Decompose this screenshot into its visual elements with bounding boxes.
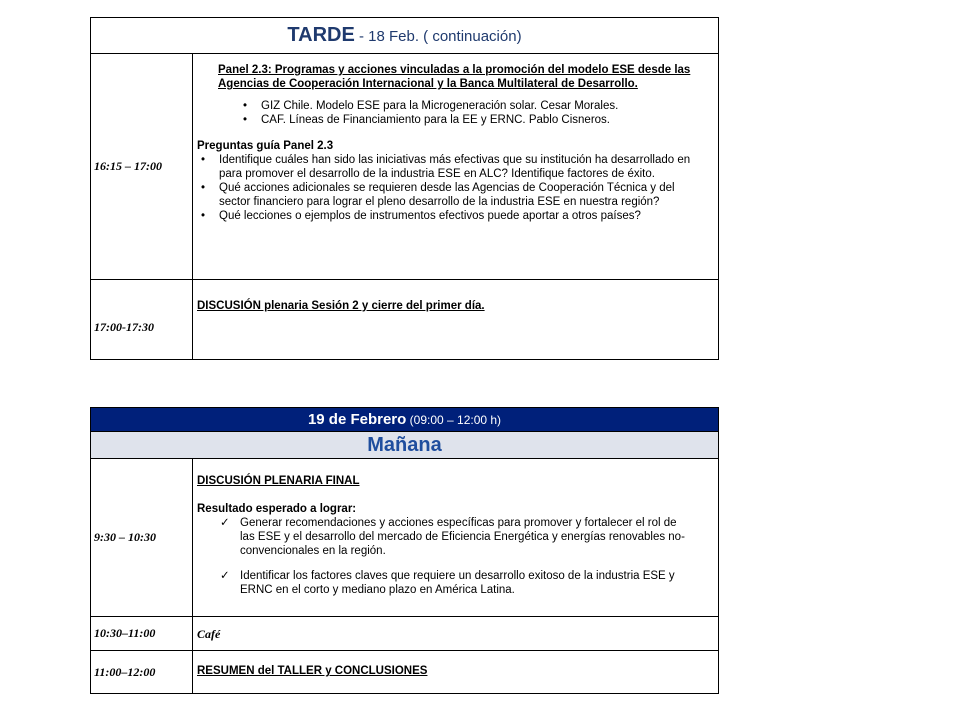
speaker-list [197,99,714,127]
list-item-line: ✓ Identificar los factores claves que requiere un desarrollo exitoso de la industria ESE y [240,570,675,582]
list-item-line: las ESE y el desarrollo del mercado de Eficiencia Energética y energías renovables no- [240,531,685,543]
summary-cell [193,651,719,694]
time-cell: 10:30–11:00 [91,617,193,651]
questions-title: Preguntas guía Panel 2.3 [197,140,334,152]
panel-cell [193,54,719,280]
list-item-line: ERNC en el corto y mediano plazo en América Latina. [240,584,515,596]
list-item-line: convencionales en la región. [240,545,386,557]
panel-title-line: Panel 2.3: Programas y acciones vinculadas a la promoción del modelo ESE desde las [218,64,691,76]
coffee-text: Café [197,626,221,641]
list-item: • GIZ Chile. Modelo ESE para la Microgeneración solar. Cesar Morales. [261,99,714,113]
plenary-title: DISCUSIÓN PLENARIA FINAL [197,475,360,487]
morning-agenda-table [90,407,719,694]
date-header-title: 19 de Febrero [307,410,407,428]
afternoon-header-title: TARDE [287,24,355,46]
list-item-line: • Qué lecciones o ejemplos de instrumentos efectivos puede aportar a otros países? [219,210,641,222]
list-item-line: • Identifique cuáles han sido las iniciativas más efectivas que su institución ha desarrollado en [219,154,691,166]
time-cell: 9:30 – 10:30 [91,459,193,617]
plenary-cell [193,459,719,617]
time-cell: 11:00–12:00 [91,651,193,694]
time-cell: 16:15 – 17:00 [91,54,193,280]
afternoon-agenda-table [90,17,719,360]
list-item: • CAF. Líneas de Financiamiento para la EE y ERNC. Pablo Cisneros. [261,113,714,127]
list-item-line: ✓ Generar recomendaciones y acciones específicas para promover y fortalecer el rol de [240,517,677,529]
objectives-list [197,516,714,597]
discussion-text: DISCUSIÓN plenaria Sesión 2 y cierre del primer día. [197,300,485,312]
questions-list [197,153,714,223]
panel-title [197,63,714,91]
discussion-cell [193,280,719,360]
list-item [219,153,714,181]
list-item [240,569,714,597]
time-cell: 17:00-17:30 [91,280,193,360]
date-header [91,408,719,432]
plenary-subtitle: Resultado esperado a lograr: [197,503,357,515]
summary-text: RESUMEN del TALLER y CONCLUSIONES [197,665,428,677]
morning-subheader: Mañana [91,432,719,459]
list-item-line: sector financiero para lograr el pleno desarrollo de la industria ESE en nuestra región? [219,196,660,208]
afternoon-header-date: - 18 Feb. ( continuación) [354,28,522,45]
date-header-hours: (09:00 – 12:00 h) [406,412,502,427]
afternoon-header [91,18,719,54]
list-item [219,209,714,223]
panel-title-line: Agencias de Cooperación Internacional y la Banca Multilateral de Desarrollo. [218,78,638,90]
list-item-line: para promover el desarrollo de la industria ESE en ALC? Identifique factores de éxito. [219,168,655,180]
list-item-line: • Qué acciones adicionales se requieren desde las Agencias de Cooperación Técnica y del [219,182,675,194]
list-item [219,181,714,209]
list-item [240,516,714,558]
coffee-cell [193,617,719,651]
